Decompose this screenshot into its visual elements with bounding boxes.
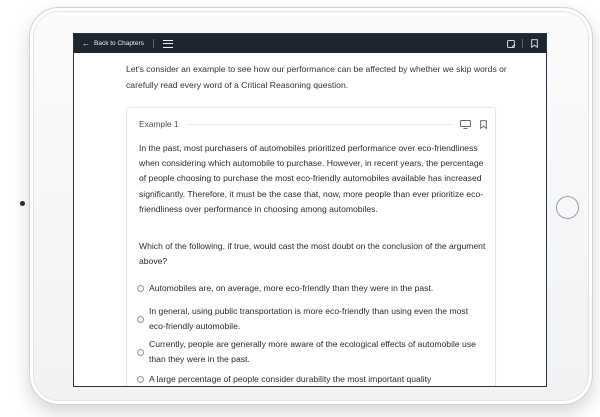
answer-option-a[interactable] <box>137 281 487 296</box>
nav-divider <box>153 39 154 48</box>
answer-option-text: Currently, people are generally more aware of the ecological effects of automobile use than they were in the past. <box>149 339 476 364</box>
answer-option-text: Automobiles are, on average, more eco-friendly than they were in the past. <box>149 283 434 293</box>
answer-option-c[interactable] <box>137 337 487 367</box>
topbar-divider <box>522 39 523 48</box>
app-screen <box>73 33 547 387</box>
example-card <box>126 107 496 387</box>
radio-button[interactable] <box>137 349 144 356</box>
top-navigation-bar <box>74 34 546 53</box>
tablet-camera <box>20 201 25 206</box>
home-button <box>556 196 579 219</box>
topbar-actions <box>507 39 538 48</box>
answer-option-d[interactable] <box>137 372 487 387</box>
radio-button[interactable] <box>137 376 144 383</box>
answer-option-text: In general, using public transportation is more eco-friendly than using even the most eco-friendly automobile. <box>149 306 469 331</box>
header-rule <box>187 124 452 125</box>
example-title: Example 1 <box>139 119 179 129</box>
back-to-chapters-label: Back to Chapters <box>94 40 144 47</box>
argument-passage: In the past, most purchasers of automobiles prioritized performance over eco-friendliness when considering which automobile to purchase. However, in recent years, the percentage of people choosing to purchase the most eco-friendly automobiles available has increased significantly. Therefore, it must be the case that, now, more people than ever prioritize eco-friendliness over performance in choosing among automobiles. <box>139 143 484 214</box>
list-icon[interactable] <box>163 40 173 48</box>
bookmark-icon[interactable] <box>479 120 487 129</box>
radio-button[interactable] <box>137 316 144 323</box>
question-stem: Which of the following, if true, would cast the most doubt on the conclusion of the argument above? <box>139 241 486 267</box>
radio-button[interactable] <box>137 285 144 292</box>
answer-option-b[interactable] <box>137 304 487 334</box>
card-header-icons <box>460 120 487 129</box>
example-card-header <box>139 118 487 130</box>
note-icon[interactable] <box>507 39 515 48</box>
monitor-icon[interactable] <box>460 120 471 129</box>
intro-paragraph: Let's consider an example to see how our performance can be affected by whether we skip words or carefully read every word of a Critical Reasoning question. <box>126 64 507 90</box>
answer-option-text: A large percentage of people consider durability the most important quality <box>149 374 432 384</box>
back-to-chapters-link[interactable] <box>82 40 144 48</box>
arrow-left-icon: ← <box>82 38 90 48</box>
bookmark-icon[interactable] <box>530 39 538 48</box>
